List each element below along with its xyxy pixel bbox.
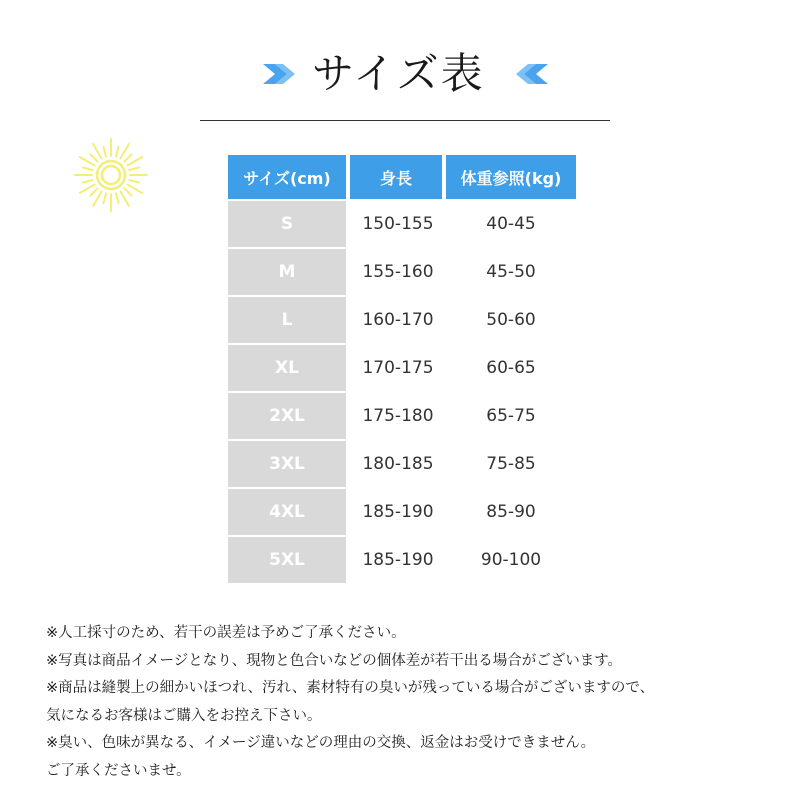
table-row [228,345,576,391]
column-header-size: サイズ(cm) [228,155,350,199]
size-cell: M [228,249,350,295]
chevron-left-icon [512,62,548,86]
height-cell: 170-175 [362,358,434,378]
table-row [228,201,576,247]
weight-cell: 50-60 [486,310,536,330]
notes [46,620,786,785]
size-cell: 5XL [228,537,350,583]
note-line: ※写真は商品イメージとなり、現物と色合いなどの個体差が若干出る場合がございます。 [46,652,623,669]
size-cell: 4XL [228,489,350,535]
table-header-row [228,155,576,199]
note-line: 気になるお客様はご購入をお控え下さい。 [46,707,322,724]
weight-cell: 40-45 [486,214,536,234]
table-row [228,249,576,295]
weight-cell: 90-100 [480,550,542,570]
height-cell: 175-180 [362,406,434,426]
size-cell: S [228,201,350,247]
title-row [0,46,806,106]
table-row [228,297,576,343]
weight-cell: 65-75 [486,406,536,426]
note-line: ※臭い、色味が異なる、イメージ違いなどの理由の交換、返金はお受けできません。 [46,735,596,751]
size-cell: 3XL [228,441,350,487]
note-line: ※人工採寸のため、若干の誤差は予めご了承ください。 [46,625,406,641]
table-row [228,441,576,487]
height-cell: 150-155 [362,214,434,234]
height-cell: 160-170 [362,310,434,330]
size-cell: 2XL [228,393,350,439]
weight-cell: 45-50 [486,262,536,282]
title-divider [200,120,610,121]
note-line: ご了承くださいませ。 [46,762,191,779]
size-cell: L [228,297,350,343]
height-cell: 155-160 [362,262,434,282]
height-cell: 185-190 [362,502,434,522]
table-row [228,537,576,583]
note-line: ※商品は縫製上の細かいほつれ、汚れ、素材特有の臭いが残っている場合がございますので、 [46,680,655,696]
height-cell: 185-190 [362,550,434,570]
weight-cell: 85-90 [486,502,536,522]
page-title: サイズ表 [312,49,485,98]
table-row [228,489,576,535]
height-cell: 180-185 [362,454,434,474]
size-table [228,153,576,585]
column-header-height: 身長 [350,155,446,199]
sun-icon [66,137,156,217]
table-row [228,393,576,439]
chevron-right-icon [263,62,299,86]
column-header-weight: 体重参照(kg) [446,155,576,199]
weight-cell: 75-85 [486,454,536,474]
weight-cell: 60-65 [486,358,536,378]
size-cell: XL [228,345,350,391]
